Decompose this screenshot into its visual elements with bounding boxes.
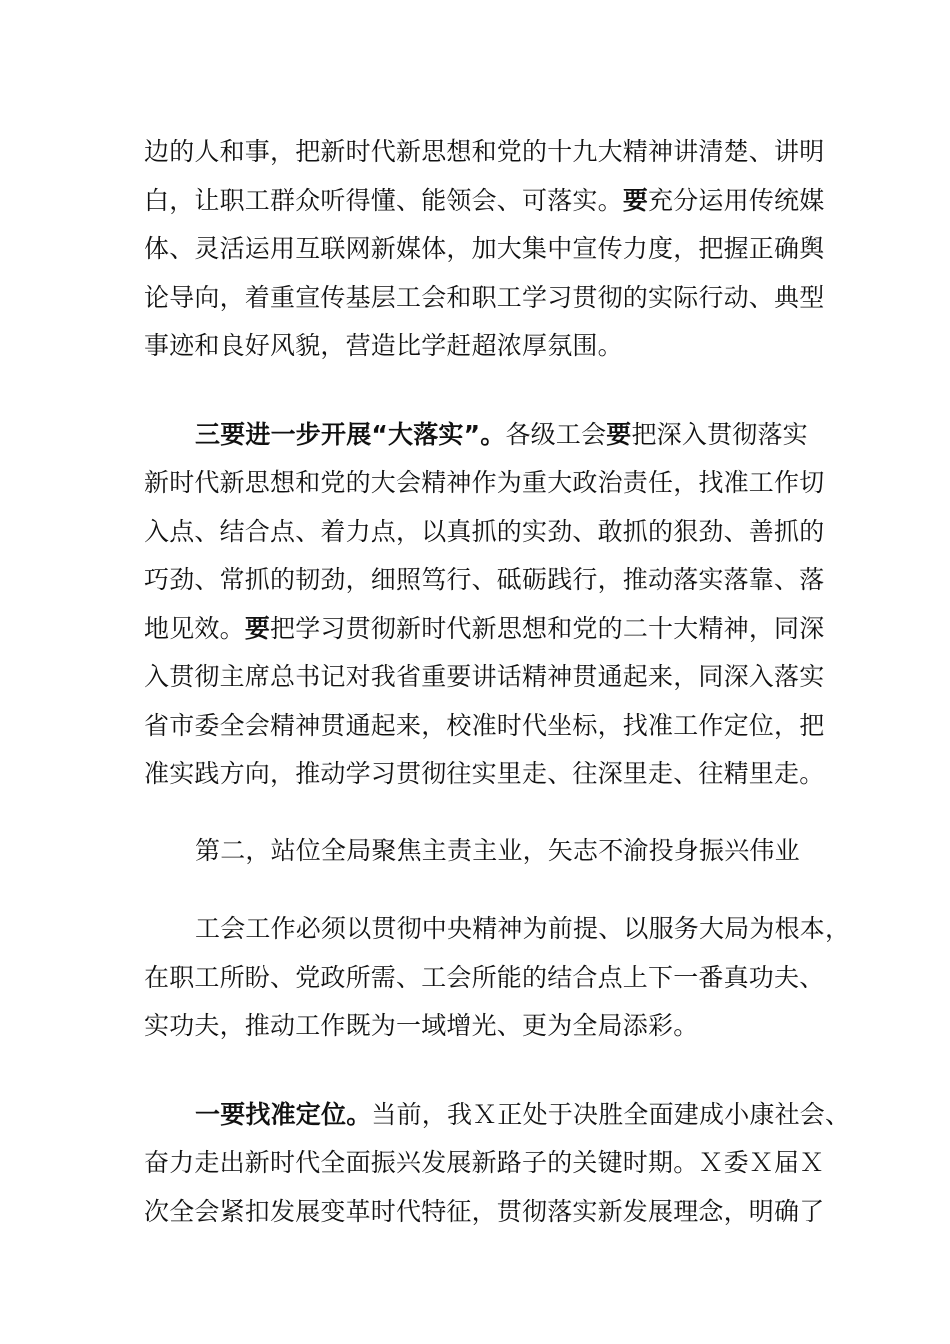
paragraph-line [144,508,825,557]
paragraph-line [144,954,825,1003]
text-run: 入点、结合点、着力点，以真抓的实劲、敢抓的狠劲、善抓的 [144,516,825,546]
text-run: 充分运用传统媒 [648,185,825,215]
paragraph-spacer [144,1051,814,1091]
bold-text-run: 要 [622,185,649,215]
text-run: 实功夫，推动工作既为一域增光、更为全局添彩。 [144,1011,699,1040]
text-run: 准实践方向，推动学习贯彻往实里走、往深里走、往精里走。 [144,759,825,788]
paragraph-line [144,1002,814,1051]
text-run: 把深入贯彻落实 [631,419,808,449]
section-heading [144,827,814,876]
text-run: 体、灵活运用互联网新媒体，加大集中宣传力度，把握正确舆 [144,234,825,263]
text-run: 白，让职工群众听得懂、能领会、可落实。 [144,185,623,215]
paragraph-spacer [144,371,814,411]
paragraph-line [144,556,825,605]
text-run: 省市委全会精神贯通起来，校准时代坐标，找准工作定位，把 [144,710,825,740]
text-run: 地见效。 [144,613,245,643]
paragraph-line [144,1139,825,1188]
paragraph-line [144,128,825,177]
text-run: 奋力走出新时代全面振兴发展新路子的关键时期。Ｘ委Ｘ届Ｘ [144,1148,825,1177]
paragraph-spacer [144,799,814,827]
text-run: 边的人和事，把新时代新思想和党的十九大精神讲清楚、讲明 [144,137,825,166]
text-run: 第二，站位全局聚焦主责主业，矢志不渝投身振兴伟业 [195,835,800,865]
bold-text-run: 一要找准定位。 [195,1099,372,1129]
paragraph-line [144,411,814,460]
text-run: 各级工会 [505,419,607,449]
text-run: 新时代新思想和党的大会精神作为重大政治责任，找准工作切 [144,468,825,497]
bold-text-run: 要 [606,419,632,449]
paragraph-line [144,1091,851,1140]
text-run: 在职工所盼、党政所需、工会所能的结合点上下一番真功夫、 [144,962,825,992]
text-run: 次全会紧扣发展变革时代特征，贯彻落实新发展理念，明确了 [144,1196,825,1226]
text-run: 巧劲、常抓的韧劲，细照笃行、砥砺践行，推动落实落靠、落 [144,565,825,594]
text-run: 把学习贯彻新时代新思想和党的二十大精神，同深 [270,613,825,643]
paragraph-line [144,750,825,799]
paragraph-line [144,177,825,226]
document-page [144,128,851,1236]
paragraph-line [144,225,825,274]
text-run: 工会工作必须以贯彻中央精神为前提、以服务大局为根本， [195,914,851,943]
paragraph-line [144,274,825,323]
text-run: 入贯彻主席总书记对我省重要讲话精神贯通起来，同深入落实 [144,662,825,691]
paragraph-spacer [144,875,814,905]
paragraph-line [144,605,825,654]
paragraph-line [144,905,851,954]
paragraph-line [144,459,825,508]
bold-text-run: 要 [244,613,271,643]
text-run: 论导向，着重宣传基层工会和职工学习贯彻的实际行动、典型 [144,282,825,312]
text-run: 当前，我Ｘ正处于决胜全面建成小康社会、 [371,1099,851,1129]
paragraph-line [144,322,814,371]
paragraph-line [144,702,825,751]
text-run: 事迹和良好风貌，营造比学赶超浓厚氛围。 [144,331,623,360]
bold-text-run: 三要进一步开展“大落实”。 [195,419,506,449]
paragraph-line [144,1188,825,1237]
paragraph-line [144,653,825,702]
